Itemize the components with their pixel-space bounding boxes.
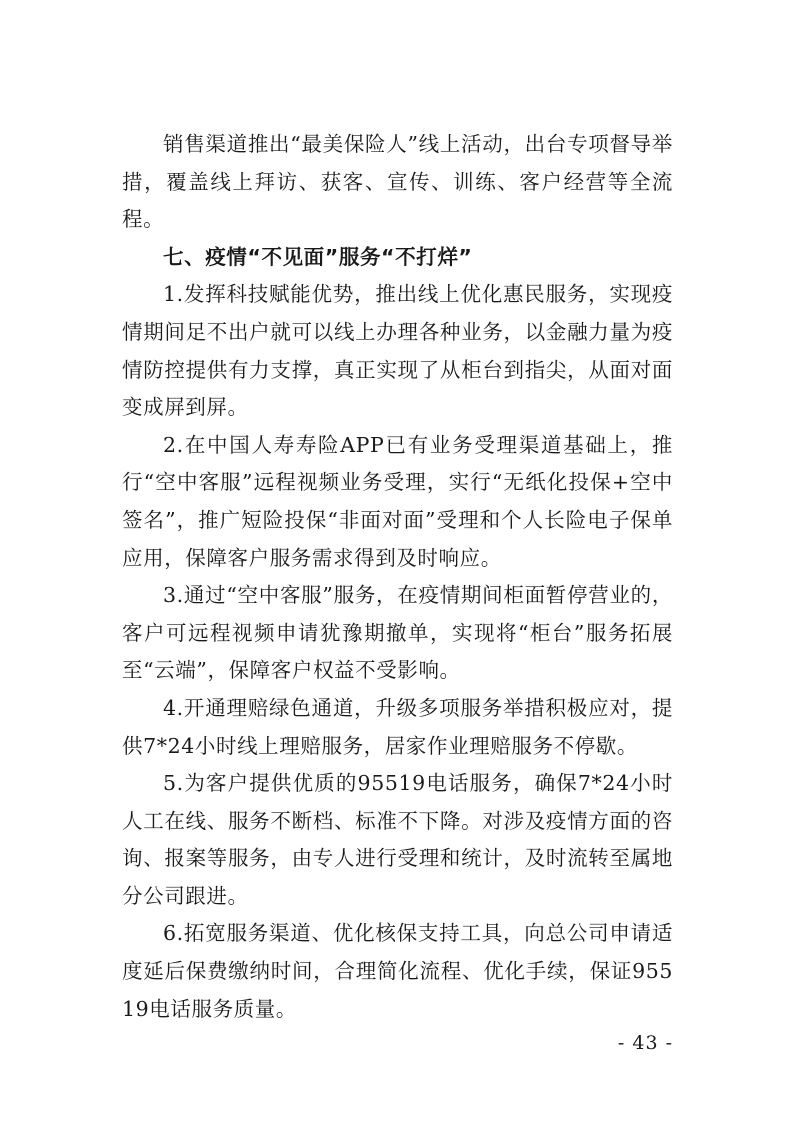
paragraph-sales-channel: 销售渠道推出“最美保险人”线上活动，出台专项督导举措，覆盖线上拜访、获客、宣传、训练、客户经营等全流程。 bbox=[122, 132, 673, 232]
document-body bbox=[122, 126, 673, 1028]
paragraph-item-6: 6.拓宽服务渠道、优化核保支持工具，向总公司申请适度延后保费缴纳时间，合理简化流程、优化手续，保证95519电话服务质量。 bbox=[122, 921, 673, 1021]
paragraph-item-2: 2.在中国人寿寿险APP已有业务受理渠道基础上，推行“空中客服”远程视频业务受理，实行“无纸化投保+空中签名”，推广短险投保“非面对面”受理和个人长险电子保单应用，保障客户服务需求得到及时响应。 bbox=[122, 432, 673, 570]
page-number: - 43 - bbox=[617, 1032, 673, 1054]
section-heading-seven: 七、疫情“不见面”服务“不打烊” bbox=[163, 244, 473, 269]
paragraph-item-5: 5.为客户提供优质的95519电话服务，确保7*24小时人工在线、服务不断档、标准不下降。对涉及疫情方面的咨询、报案等服务，由专人进行受理和统计，及时流转至属地分公司跟进。 bbox=[122, 771, 673, 908]
paragraph-item-3: 3.通过“空中客服”服务，在疫情期间柜面暂停营业的，客户可远程视频申请犹豫期撤单，实现将“柜台”服务拓展至“云端”，保障客户权益不受影响。 bbox=[122, 583, 673, 683]
paragraph-item-4: 4.开通理赔绿色通道，升级多项服务举措积极应对，提供7*24小时线上理赔服务，居家作业理赔服务不停歇。 bbox=[122, 695, 673, 758]
paragraph-item-1: 1.发挥科技赋能优势，推出线上优化惠民服务，实现疫情期间足不出户就可以线上办理各种业务，以金融力量为疫情防控提供有力支撑，真正实现了从柜台到指尖，从面对面变成屏到屏。 bbox=[122, 282, 673, 420]
